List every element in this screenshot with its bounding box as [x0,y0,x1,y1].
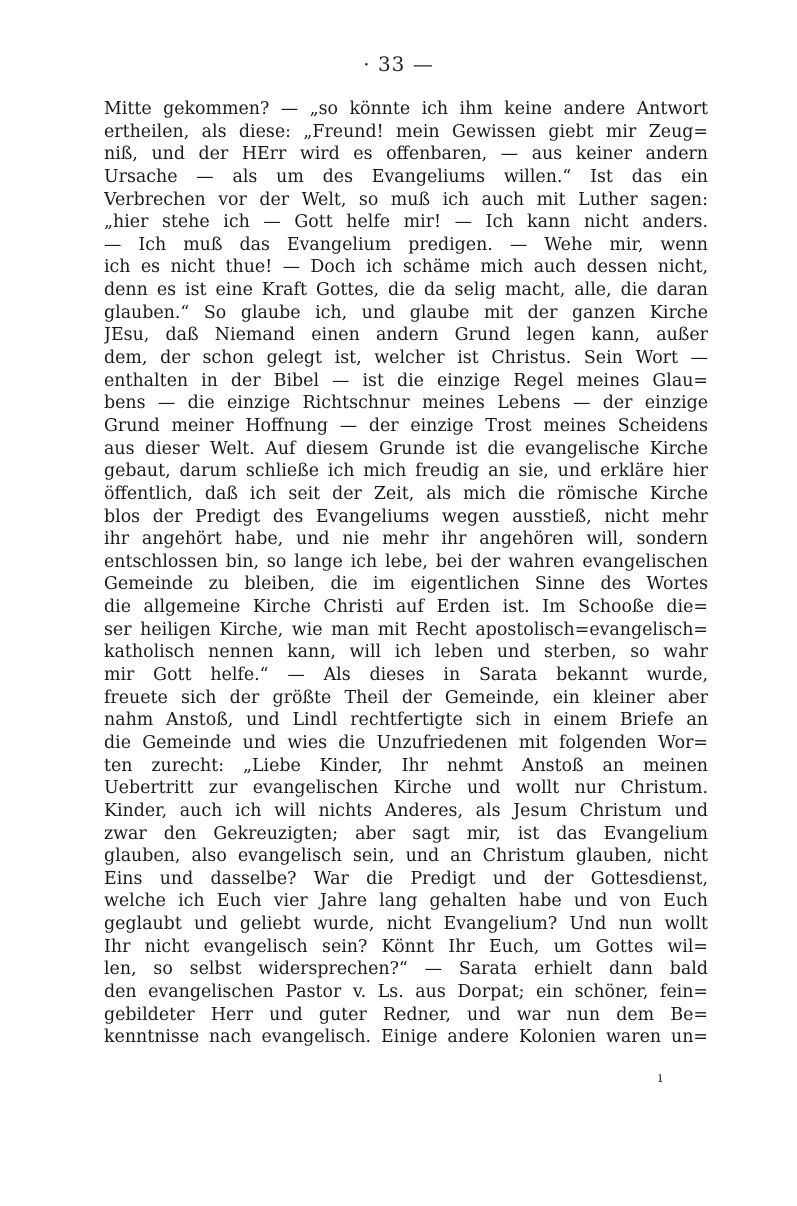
text-line: blos der Predigt des Evangeliums wegen ausstieß, nicht mehr [104,506,708,527]
print-mark: ı [658,1070,663,1086]
text-line: gebildeter Herr und guter Redner, und war nun dem Be= [104,1004,708,1025]
text-line: glauben, also evangelisch sein, und an Christum glauben, nicht [104,846,708,867]
text-line: Kinder, auch ich will nichts Anderes, als Jesum Christum und [104,800,708,821]
text-line: Eins und dasselbe? War die Predigt und der Gottesdienst, [104,868,708,889]
text-line: Mitte gekommen? — „so könnte ich ihm keine andere Antwort [104,99,708,119]
text-line: Verbrechen vor der Welt, so muß ich auch mit Luther sagen: [104,189,708,210]
text-line: ihr angehört habe, und nie mehr ihr angehören will, sondern [104,529,708,550]
text-line: freuete sich der größte Theil der Gemeinde, ein kleiner aber [104,687,708,708]
text-line: Uebertritt zur evangelischen Kirche und wollt nur Christum. [104,778,708,799]
text-line: geglaubt und geliebt wurde, nicht Evangelium? Und nun wollt [104,914,708,935]
text-line: aus dieser Welt. Auf diesem Grunde ist die evangelische Kirche [104,438,708,459]
text-line: mir Gott helfe.“ — Als dieses in Sarata bekannt wurde, [104,665,708,686]
text-line: Gemeinde zu bleiben, die im eigentlichen Sinne des Wortes [104,574,708,595]
text-line: „hier stehe ich — Gott helfe mir! — Ich kann nicht anders. [104,212,708,233]
text-line: kenntnisse nach evangelisch. Einige andere Kolonien waren un= [104,1027,708,1048]
text-line: glauben.“ So glaube ich, und glaube mit der ganzen Kirche [104,302,708,323]
text-line: zwar den Gekreuzigten; aber sagt mir, ist das Evangelium [104,823,708,844]
text-line: ser heiligen Kirche, wie man mit Recht apostolisch=evangelisch= [104,619,708,640]
body-text [104,98,708,1049]
text-line: entschlossen bin, so lange ich lebe, bei der wahren evangelischen [104,551,708,572]
text-line: denn es ist eine Kraft Gottes, die da selig macht, alle, die daran [104,280,708,301]
text-line: nahm Anstoß, und Lindl rechtfertigte sich in einem Briefe an [104,710,708,731]
text-line: den evangelischen Pastor v. Ls. aus Dorpat; ein schöner, fein= [104,981,708,1002]
page-number: · 33 — [363,52,434,76]
text-line: katholisch nennen kann, will ich leben und sterben, so wahr [104,642,708,663]
text-line: Grund meiner Hoffnung — der einzige Trost meines Scheidens [104,415,708,436]
text-line: Ihr nicht evangelisch sein? Könnt Ihr Euch, um Gottes wil= [104,936,708,957]
text-line: die allgemeine Kirche Christi auf Erden ist. Im Schooße die= [104,597,708,618]
text-line: öffentlich, daß ich seit der Zeit, als mich die römische Kirche [104,483,708,504]
text-line: niß, und der HErr wird es offenbaren, — aus keiner andern [104,144,708,165]
text-line: gebaut, darum schließe ich mich freudig an sie, und erkläre hier [104,461,708,482]
text-line: — Ich muß das Evangelium predigen. — Wehe mir, wenn [104,234,708,255]
text-line: welche ich Euch vier Jahre lang gehalten habe und von Euch [104,891,708,912]
text-line: bens — die einzige Richtschnur meines Lebens — der einzige [104,393,708,414]
text-line: dem, der schon gelegt ist, welcher ist Christus. Sein Wort — [104,348,708,369]
text-line: enthalten in der Bibel — ist die einzige Regel meines Glau= [104,370,708,391]
text-line: JEsu, daß Niemand einen andern Grund legen kann, außer [104,325,708,346]
text-line: ten zurecht: „Liebe Kinder, Ihr nehmt Anstoß an meinen [104,755,708,776]
text-line: die Gemeinde und wies die Unzufriedenen mit folgenden Wor= [104,732,708,753]
text-line: ich es nicht thue! — Doch ich schäme mich auch dessen nicht, [104,257,708,278]
text-line: len, so selbst widersprechen?“ — Sarata erhielt dann bald [104,959,708,980]
text-line: ertheilen, als diese: „Freund! mein Gewissen giebt mir Zeug= [104,121,708,142]
text-line: Ursache — als um des Evangeliums willen.“ Ist das ein [104,166,708,187]
